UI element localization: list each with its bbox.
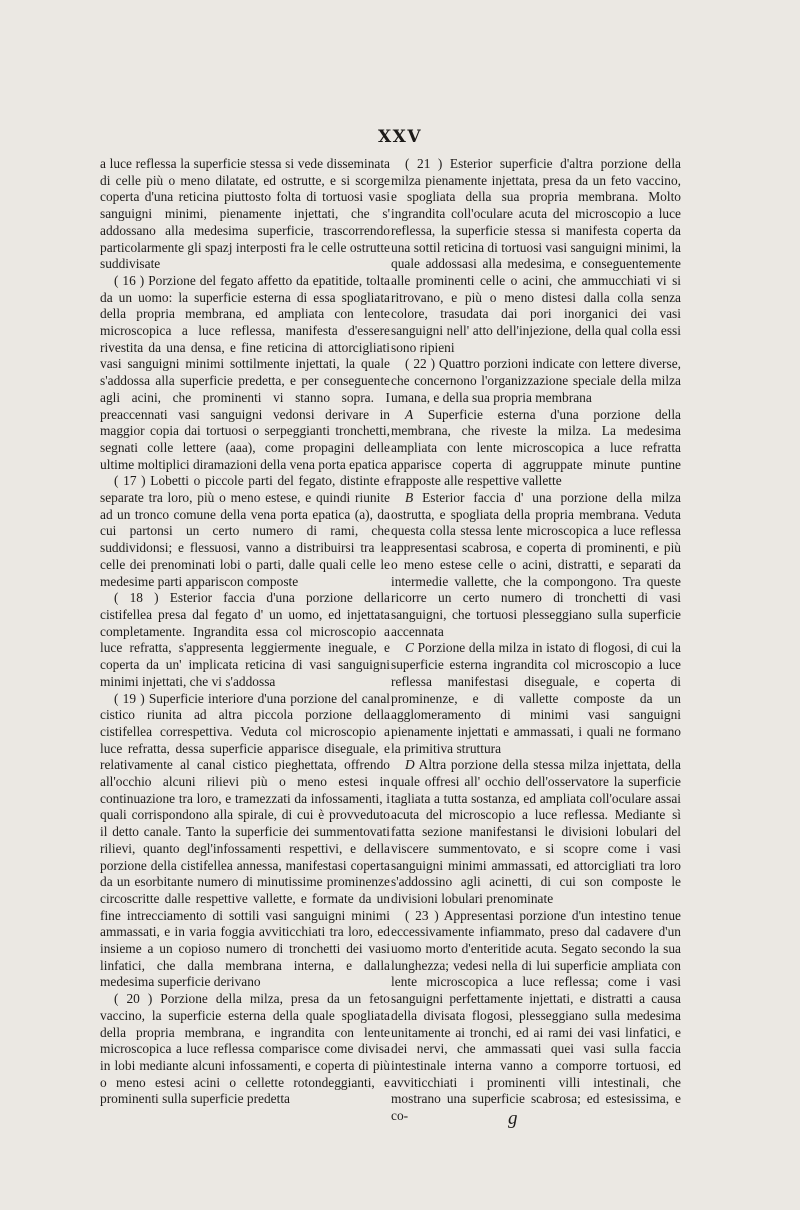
paragraph-21: ( 21 ) Esterior superficie d'altra porzione della milza pienamente injettata, presa da un feto vaccino, e spogliata della sua propria membrana. Molto ingrandita coll'oculare acuta del microscopio a luce reflessa, la superficie stessa si manifesta coperta da una sottil reticina di tortuosi vasi sanguigni minimi, la quale addossasi alla medesima, e conseguentemente alle prominenti celle o acini, che ammucchiati vi si ritrovano, e più o meno distesi dalla colla senza colore, trasudata dai pori inorganici dei vasi sanguigni nell' atto dell'injezione, della qual colla essi sono ripieni: [391, 156, 681, 355]
paragraph-22-b: [391, 490, 681, 640]
letter-b: B: [405, 490, 414, 506]
paragraph-22-c: [391, 640, 681, 757]
letter-a: A: [405, 406, 414, 422]
paragraph-19: ( 19 ) Superficie interiore d'una porzione del canal cistico riunita ad altra piccola porzione della cistifellea correspettiva. Veduta col microscopio a luce refratta, dessa superficie apparisce diseguale, e relativamente al canal cistico pieghettata, offrendo all'occhio alcuni rilievi più o meno estesi in continuazione tra loro, e tramezzati da infossamenti, i quali corrispondono alla spirale, di cui è provveduto il detto canale. Tanto la superficie dei summentovati rilievi, quanto degl'infossamenti respettivi, e della porzione della cistifellea annessa, manifestasi coperta da un esorbitante numero di minutissime prominenze circoscritte dalle respettive vallette, e formate da un fine intrecciamento di sottili vasi sanguigni minimi ammassati, e in varia foggia avviticchiati tra loro, ed insieme a un copioso numero di tronchetti dei vasi linfatici, che dalla membrana interna, e dalla medesima superficie derivano: [100, 690, 390, 990]
paragraph-16: ( 16 ) Porzione del fegato affetto da epatitide, tolta da un uomo: la superficie esterna di essa spogliata della propria membrana, ed ampliata con lente microscopica a luce reflessa, manifesta d'essere rivestita da una densa, e fine reticina di attorcigliati vasi sanguigni minimi sottilmente injettati, la quale s'addossa alla superficie predetta, e per conseguente agli acini, che prominenti vi stanno sopra. I preaccennati vasi sanguigni vedonsi derivare in maggior copia dai tortuosi o serpeggianti tronchetti, segnati colle lettere (aaa), come propagini delle ultime moltiplici diramazioni della vena porta epatica: [100, 272, 390, 472]
paragraph-22-a: [391, 407, 681, 491]
right-column: [391, 156, 681, 1125]
paragraph-22-b-text: Esterior faccia d' una porzione della milza ostrutta, e spogliata della propria membrana. Veduta questa colla stessa lente microscopica a luce reflessa appresentasi scabrosa, e coperta di prominenti, e più o meno estese celle o acini, distratti, e separati da intermedie vallette, che la compongono. Tra queste ricorre un certo numero di tronchetti di vasi sanguigni, che tortuosi plesseggiano sulla superficie accennata: [391, 490, 681, 639]
letter-c: C: [405, 640, 414, 656]
page-number: XXV: [377, 127, 423, 147]
paragraph-22-c-text: Porzione della milza in istato di flogosi, di cui la superficie esterna ingrandita col microscopio a luce reflessa manifestasi diseguale, e coperta di prominenze, e di vallette composte da un agglomeramento di minimi vasi sanguigni pienamente injettati e ammassati, i quali ne formano la primitiva struttura: [391, 640, 681, 756]
paragraph-22-d-text: Altra porzione della stessa milza injettata, della quale offresi all' occhio dell'osservatore la superficie tagliata a tutta sostanza, ed ampliata coll'oculare assai acuta del microscopio a luce reflessa. Mediante sì fatta sezione manifestansi le divisioni lobulari del viscere summentovato, e si scopre come i vasi sanguigni minimi ammassati, ed attorcigliati tra loro s'addossino agli acinetti, di cui son composte le divisioni lobulari prenominate: [391, 757, 681, 906]
letter-d: D: [405, 757, 415, 773]
left-column: [100, 156, 390, 1108]
signature-mark: g: [508, 1108, 518, 1129]
paragraph-18: ( 18 ) Esterior faccia d'una porzione della cistifellea presa dal fegato d' un uomo, ed injettata completamente. Ingrandita essa col microscopio a luce refratta, s'appresenta leggiermente ineguale, e coperta da un' implicata reticina di vasi sanguigni minimi injettati, che vi s'addossa: [100, 590, 390, 689]
paragraph-17: ( 17 ) Lobetti o piccole parti del fegato, distinte e separate tra loro, più o meno estese, e quindi riunite ad un tronco comune della vena porta epatica (a), da cui partonsi un certo numero di rami, che suddividonsi; e flessuosi, vanno a distribuirsi tra le celle dei prenominati lobi o parti, dalle quali celle le medesime parti appariscon composte: [100, 473, 390, 589]
paragraph-22-d: [391, 757, 681, 907]
paragraph-continued: a luce reflessa la superficie stessa si vede disseminata di celle più o meno dilatate, ed ostrutte, e si scorge coperta d'una reticina piuttosto folta di tortuosi vasi sanguigni minimi, pienamente injettati, che s' addossano alla medesima superficie, trascorrendo particolarmente gli spazj interposti fra le celle ostrutte suddivisate: [100, 156, 390, 272]
paragraph-20: ( 20 ) Porzione della milza, presa da un feto vaccino, la superficie esterna della quale spogliata della propria membrana, e ingrandita con lente microscopica a luce reflessa comparisce come divisa in lobi mediante alcuni infossamenti, e coperta di più o meno estesi acini o cellette rotondeggianti, e prominenti sulla superficie predetta: [100, 991, 390, 1107]
paragraph-23: ( 23 ) Appresentasi porzione d'un intestino tenue eccessivamente infiammato, preso dal cadavere d'un uomo morto d'enteritide acuta. Segato secondo la sua lunghezza; vedesi nella di lui superficie ampliata con lente microscopica a luce reflessa; come i vasi sanguigni perfettamente injettati, e distratti a causa della divisata flogosi, plesseggiano sulla medesima unitamente ai tronchi, ed ai rami dei vasi linfatici, e dei nervi, che ammassati quei vasi sulla faccia intestinale interna vanno a comporre tortuosi, ed avviticchiati i prominenti villi intestinali, che mostrano una superficie scabrosa; ed estesissima, e co-: [391, 907, 681, 1124]
paragraph-22: ( 22 ) Quattro porzioni indicate con lettere diverse, che concernono l'organizzazione speciale della milza umana, e della sua propria membrana: [391, 356, 681, 405]
paragraph-22-a-text: Superficie esterna d'una porzione della membrana, che riveste la milza. La medesima ampliata con lente microscopica a luce refratta apparisce coperta di aggruppate minute puntine frapposte alle respettive vallette: [391, 406, 681, 489]
